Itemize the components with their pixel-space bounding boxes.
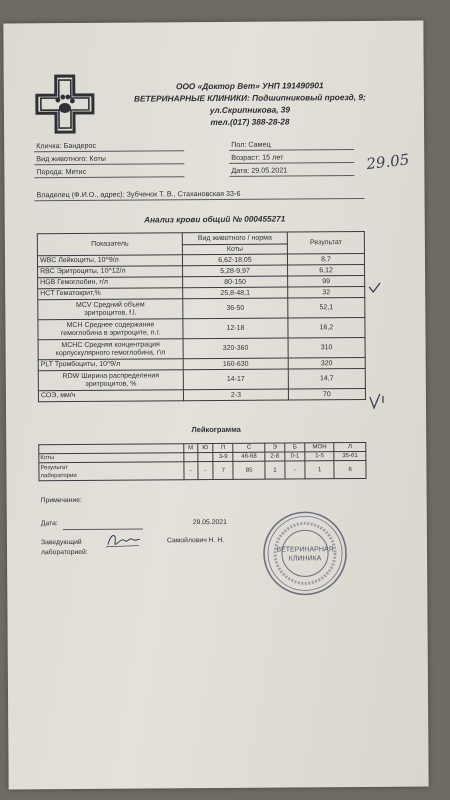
svg-text:ВЕТЕРИНАРНАЯ: ВЕТЕРИНАРНАЯ bbox=[276, 546, 334, 554]
leukogram-norm-cell bbox=[184, 453, 198, 462]
svg-text:КЛИНИКА: КЛИНИКА bbox=[288, 555, 322, 563]
leukogram-norm-cell: 35-61 bbox=[334, 451, 366, 460]
table-row bbox=[38, 337, 365, 359]
norm-cell: 6,62-18,05 bbox=[182, 254, 287, 266]
leukogram-title: Лейкограмма bbox=[191, 424, 241, 435]
breed-field: Порода: Метис bbox=[36, 166, 87, 177]
lab-report-sheet bbox=[3, 21, 428, 790]
table-row bbox=[38, 368, 365, 390]
norm-cell: 14-17 bbox=[183, 369, 288, 390]
leukogram-norm-cell: 46-68 bbox=[233, 452, 265, 461]
leukogram-norm-cell: 0-1 bbox=[285, 452, 305, 461]
parameter-cell: MCH Среднее содержание гемоглобина в эритроците, п.г. bbox=[38, 319, 183, 340]
norm-cell: 36-50 bbox=[183, 298, 288, 319]
result-cell: 320 bbox=[288, 357, 365, 369]
org-line: ООО «Доктор Вет» УНП 191490901 bbox=[175, 80, 324, 92]
col-header-parameter: Показатель bbox=[37, 233, 182, 256]
result-cell: 70 bbox=[288, 388, 365, 400]
handwritten-date: 29.05 bbox=[365, 150, 411, 174]
leukogram-result-cell: 7 bbox=[213, 461, 233, 479]
parameter-cell: MCV Средний объем эритроцитов, f.l. bbox=[38, 299, 183, 320]
parameter-cell: HCT Гематокрит,% bbox=[38, 288, 183, 300]
date-field: Дата: 29.05.2021 bbox=[231, 165, 288, 175]
leukogram-header-cell: Б bbox=[285, 443, 305, 452]
norm-cell: 2-3 bbox=[183, 389, 288, 401]
table-row bbox=[38, 297, 365, 319]
parameter-cell: WBC Лейкоциты, 10^9/л bbox=[37, 255, 182, 267]
norm-cell: 320-360 bbox=[183, 338, 288, 359]
blood-test-table bbox=[37, 231, 366, 402]
result-cell: 32 bbox=[288, 286, 365, 298]
parameter-cell: RBC Эритроциты, 10^12/л bbox=[38, 266, 183, 278]
leukogram-header-cell: Э bbox=[265, 443, 285, 452]
result-cell: 8,7 bbox=[287, 253, 364, 265]
signature-icon bbox=[103, 531, 143, 553]
leukogram-header-cell: М bbox=[184, 444, 198, 453]
vet-cross-logo-icon bbox=[34, 73, 96, 135]
leukogram-norm-cell: 1-5 bbox=[305, 452, 334, 461]
col-header-species: Коты bbox=[182, 244, 287, 255]
owner-field: Владелец (Ф.И.О., адрес): Зубченок Т. В., Стахановская 33-6 bbox=[36, 188, 241, 200]
clinic-stamp-icon bbox=[261, 509, 350, 598]
leukogram-result-cell: 6 bbox=[334, 460, 366, 478]
result-cell: 14,7 bbox=[288, 368, 365, 389]
check-mark-icon-2 bbox=[366, 391, 388, 413]
phone-line: тел.(017) 388-28-28 bbox=[210, 116, 290, 128]
sex-field: Пол: Самец bbox=[231, 139, 271, 149]
leukogram-header-cell: Ю bbox=[198, 444, 214, 453]
parameter-cell: СОЭ, мм/ч bbox=[38, 390, 183, 402]
parameter-cell: HGB Гемоглобин, г/л bbox=[38, 277, 183, 289]
head-label: Заведующий лабораторией: bbox=[40, 538, 88, 557]
result-cell: 310 bbox=[288, 337, 365, 358]
leukogram-result-cell: - bbox=[198, 462, 214, 480]
leukogram-header-cell: МОН bbox=[305, 443, 334, 452]
leukogram-result-label: Результат лаборатории bbox=[39, 462, 184, 481]
age-field: Возраст: 15 лет bbox=[231, 152, 284, 162]
norm-cell: 5,28-9,97 bbox=[183, 265, 288, 277]
leukogram-norm-cell bbox=[198, 453, 214, 462]
result-cell: 99 bbox=[288, 275, 365, 287]
norm-cell: 12-18 bbox=[183, 318, 288, 339]
col-header-norm: Вид животного / норма bbox=[182, 232, 287, 245]
analysis-title: Анализ крови общий № 000455271 bbox=[144, 214, 286, 225]
leukogram-norm-label: Коты bbox=[39, 453, 184, 463]
leukogram-norm-cell: 3-9 bbox=[213, 452, 233, 461]
leukogram-header-cell: Л bbox=[334, 442, 366, 451]
leukogram-table bbox=[38, 442, 366, 481]
table-row bbox=[38, 317, 365, 339]
leukogram-result-cell: - bbox=[184, 462, 198, 480]
norm-cell: 160-630 bbox=[183, 358, 288, 370]
nickname-field: Кличка: Бандерос bbox=[36, 140, 97, 151]
col-header-result: Результат bbox=[287, 231, 364, 254]
parameter-cell: RDW Ширина распределения эритроцитов, % bbox=[38, 370, 183, 391]
date-label: Дата: bbox=[40, 520, 58, 528]
parameter-cell: MCHC Средняя концентрация корпускулярного гемоглобина, г\л bbox=[38, 339, 183, 360]
note-label: Примечание: bbox=[40, 496, 82, 505]
leukogram-result-row bbox=[39, 460, 366, 480]
leukogram-result-cell: - bbox=[285, 461, 305, 479]
clinic-header bbox=[100, 79, 400, 129]
result-cell: 52,1 bbox=[288, 297, 365, 318]
leukogram-norm-cell: 2-8 bbox=[265, 452, 285, 461]
norm-cell: 25,8-48,1 bbox=[183, 287, 288, 299]
leukogram-header-cell: С bbox=[233, 443, 265, 452]
clinic-address-line: ВЕТЕРИНАРНЫЕ КЛИНИКИ: Подшипниковый проезд, 9; bbox=[133, 91, 366, 104]
norm-cell: 80-150 bbox=[183, 276, 288, 288]
leukogram-result-cell: 1 bbox=[305, 461, 334, 479]
result-cell: 6,12 bbox=[288, 264, 365, 276]
leukogram-result-cell: 1 bbox=[265, 461, 285, 479]
check-mark-icon bbox=[365, 279, 385, 299]
result-cell: 16,2 bbox=[288, 317, 365, 338]
leukogram-header-cell: П bbox=[213, 443, 233, 452]
table-row bbox=[38, 388, 365, 401]
parameter-cell: PLT Тромбоциты, 10^9/л bbox=[38, 359, 183, 371]
species-field: Вид животного: Коты bbox=[36, 153, 106, 164]
date-value: 29.05.2021 bbox=[192, 518, 227, 527]
street-line: ул.Скрипникова, 39 bbox=[209, 104, 291, 116]
head-name: Самойлович Н. Н. bbox=[166, 536, 225, 545]
leukogram-result-cell: 85 bbox=[233, 461, 265, 479]
